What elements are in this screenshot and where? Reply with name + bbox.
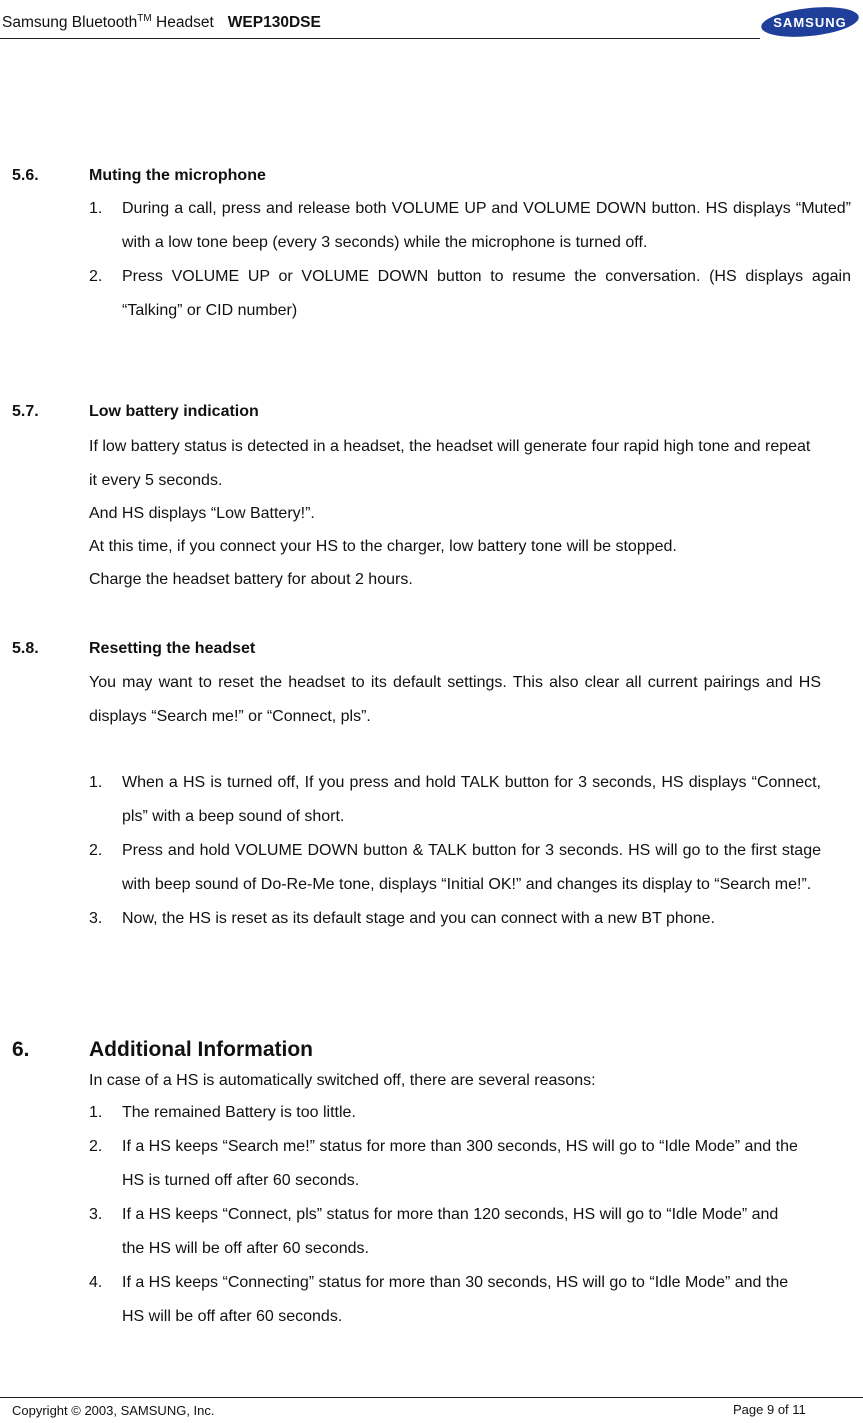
- page-header: [0, 0, 863, 42]
- page-number: Page 9 of 11: [733, 1402, 806, 1417]
- battery-paragraph: And HS displays “Low Battery!”.: [89, 505, 315, 522]
- list-item: 2. Press and hold VOLUME DOWN button & TALK button for 3 seconds. HS will go to the first stage with beep sound of Do-Re-Me tone, displays “Initial OK!” and changes its display to “Search me!”.: [89, 842, 821, 893]
- battery-paragraph: At this time, if you connect your HS to the charger, low battery tone will be stopped.: [89, 538, 677, 555]
- document-title: [2, 13, 321, 32]
- additional-info-intro: In case of a HS is automatically switched off, there are several reasons:: [89, 1072, 596, 1089]
- svg-text:SAMSUNG: SAMSUNG: [773, 15, 847, 30]
- battery-paragraph: If low battery status is detected in a headset, the headset will generate four rapid high tone and repeat it every 5 seconds.: [89, 438, 811, 489]
- footer-divider: [0, 1397, 863, 1398]
- list-item: 1. During a call, press and release both VOLUME UP and VOLUME DOWN button. HS displays “Muted” with a low tone beep (every 3 seconds) while the microphone is turned off.: [89, 200, 851, 251]
- title-suffix: Headset: [151, 14, 214, 31]
- section-number: 5.6.: [12, 167, 39, 184]
- title-product: Samsung Bluetooth: [2, 14, 138, 31]
- section-title: Additional Information: [89, 1038, 313, 1061]
- list-item: 2. If a HS keeps “Search me!” status for more than 300 seconds, HS will go to “Idle Mode” and the HS is turned off after 60 seconds.: [89, 1138, 798, 1189]
- list-item: 3. If a HS keeps “Connect, pls” status for more than 120 seconds, HS will go to “Idle Mode” and the HS will be off after 60 seconds.: [89, 1206, 779, 1257]
- list-item: 3. Now, the HS is reset as its default stage and you can connect with a new BT phone.: [89, 910, 715, 927]
- samsung-logo: [760, 6, 860, 38]
- list-item: 4. If a HS keeps “Connecting” status for more than 30 seconds, HS will go to “Idle Mode” and the HS will be off after 60 seconds.: [89, 1274, 789, 1325]
- reset-steps-list: [89, 766, 821, 936]
- battery-paragraph: Charge the headset battery for about 2 hours.: [89, 571, 413, 588]
- list-item: 1. The remained Battery is too little.: [89, 1104, 356, 1121]
- copyright-notice: Copyright © 2003, SAMSUNG, Inc.: [12, 1403, 215, 1418]
- section-number: 6.: [12, 1038, 30, 1061]
- list-item: 2. Press VOLUME UP or VOLUME DOWN button to resume the conversation. (HS displays again “Talking” or CID number): [89, 268, 851, 319]
- reset-intro-paragraph: You may want to reset the headset to its default settings. This also clear all current pairings and HS displays “Search me!” or “Connect, pls”.: [89, 674, 821, 725]
- section-title: Low battery indication: [89, 403, 259, 420]
- model-number: WEP130DSE: [227, 14, 321, 31]
- list-item: 1. When a HS is turned off, If you press and hold TALK button for 3 seconds, HS displays “Connect, pls” with a beep sound of short.: [89, 774, 821, 825]
- header-divider: [0, 38, 760, 39]
- trademark-mark: TM: [137, 13, 152, 24]
- muting-steps-list: [89, 192, 851, 328]
- section-number: 5.8.: [12, 640, 39, 657]
- section-title: Muting the microphone: [89, 167, 266, 184]
- section-number: 5.7.: [12, 403, 39, 420]
- section-title: Resetting the headset: [89, 640, 256, 657]
- auto-off-reasons-list: [89, 1096, 799, 1334]
